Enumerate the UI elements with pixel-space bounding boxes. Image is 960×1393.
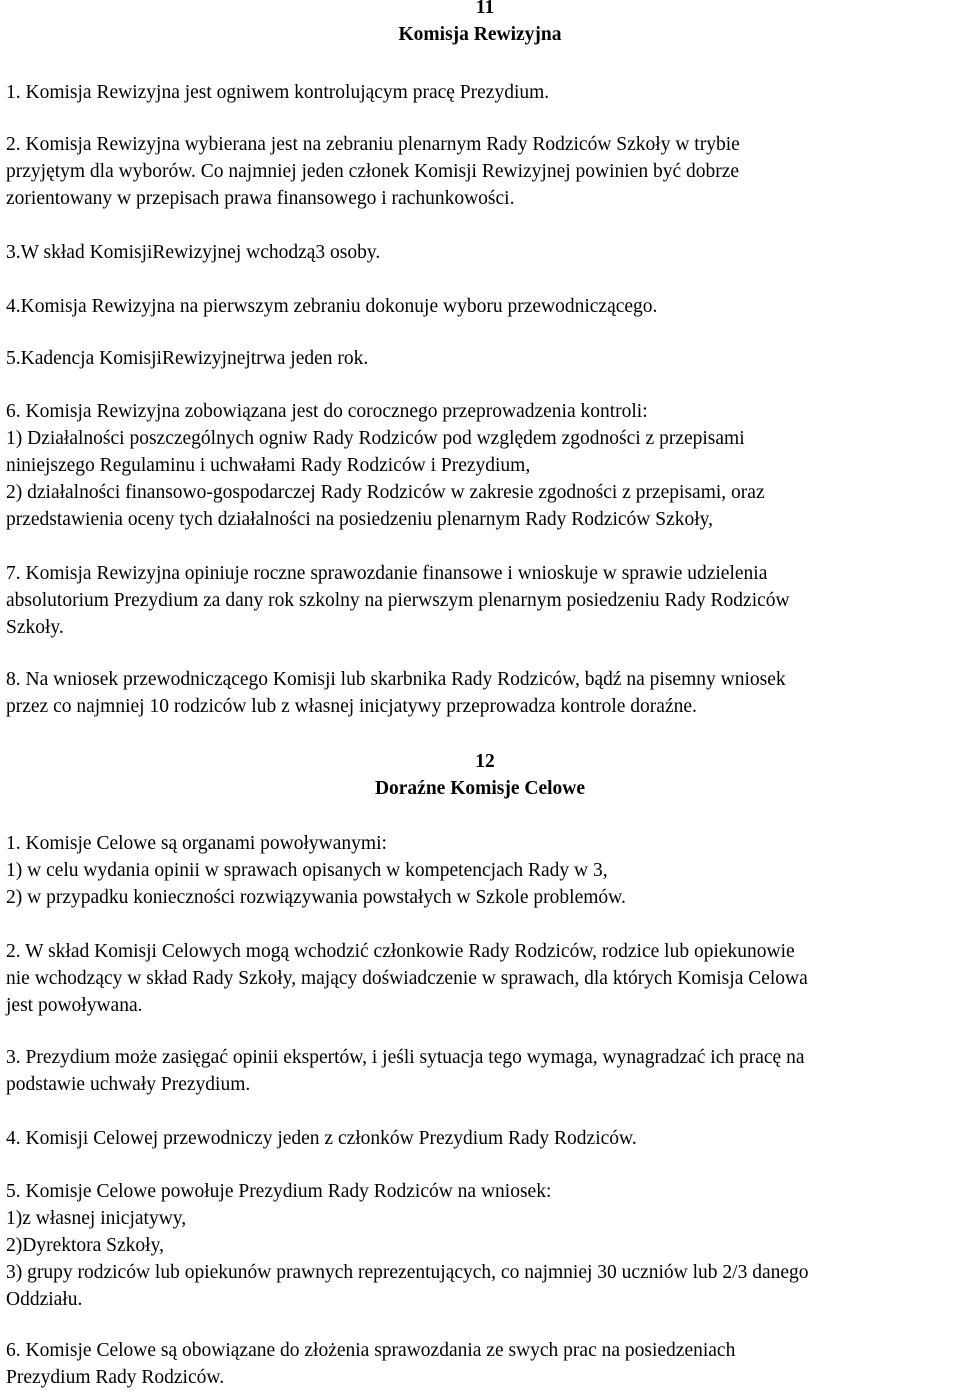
- paragraph-line: absolutorium Prezydium za dany rok szkolny na pierwszym plenarnym posiedzeniu Rady Rodziców: [6, 590, 790, 611]
- paragraph: [6, 239, 958, 266]
- paragraph-line: 3. Prezydium może zasięgać opinii ekspertów, i jeśli sytuacja tego wymaga, wynagradzać ich pracę na: [6, 1047, 805, 1068]
- section-number: 11: [475, 0, 495, 18]
- paragraph-line: 2. Komisja Rewizyjna wybierana jest na zebraniu plenarnym Rady Rodziców Szkoły w trybie: [6, 134, 740, 155]
- paragraph-line: 3.W skład KomisjiRewizyjnej wchodzą3 osoby.: [6, 242, 381, 263]
- paragraph-line: 2)Dyrektora Szkoły,: [6, 1235, 164, 1256]
- paragraph-line: 1. Komisja Rewizyjna jest ogniwem kontrolującym pracę Prezydium.: [6, 82, 550, 103]
- paragraph: [6, 666, 958, 720]
- section-heading: [0, 748, 960, 802]
- paragraph: [6, 345, 958, 372]
- paragraph-line: 2) w przypadku konieczności rozwiązywania powstałych w Szkole problemów.: [6, 887, 626, 908]
- section-title: Komisja Rewizyjna: [398, 24, 562, 45]
- paragraph-line: 1)z własnej inicjatywy,: [6, 1208, 187, 1229]
- paragraph-line: 6. Komisje Celowe są obowiązane do złożenia sprawozdania ze swych prac na posiedzeniach: [6, 1340, 736, 1361]
- paragraph: [6, 1044, 958, 1098]
- paragraph-line: nie wchodzący w skład Rady Szkoły, mający doświadczenie w sprawach, dla których Komisja Celowa: [6, 968, 808, 989]
- paragraph: [6, 560, 958, 641]
- paragraph-line: 8. Na wniosek przewodniczącego Komisji lub skarbnika Rady Rodziców, bądź na pisemny wniosek: [6, 669, 786, 690]
- paragraph-line: 3) grupy rodziców lub opiekunów prawnych reprezentujących, co najmniej 30 uczniów lub 2/3 danego: [6, 1262, 809, 1283]
- paragraph: [6, 293, 958, 320]
- paragraph: [6, 79, 958, 106]
- paragraph-line: przedstawienia oceny tych działalności na posiedzeniu plenarnym Rady Rodziców Szkoły,: [6, 509, 714, 530]
- paragraph-line: podstawie uchwały Prezydium.: [6, 1074, 251, 1095]
- paragraph: [6, 1178, 958, 1313]
- section-number: 12: [475, 751, 495, 772]
- paragraph: [6, 830, 958, 911]
- paragraph-line: niniejszego Regulaminu i uchwałami Rady Rodziców i Prezydium,: [6, 455, 531, 476]
- paragraph-line: 1. Komisje Celowe są organami powoływanymi:: [6, 833, 387, 854]
- paragraph-line: 4.Komisja Rewizyjna na pierwszym zebraniu dokonuje wyboru przewodniczącego.: [6, 296, 658, 317]
- paragraph-line: Oddziału.: [6, 1289, 83, 1310]
- paragraph: [6, 1125, 958, 1152]
- section-heading: [0, 0, 960, 48]
- paragraph: [6, 131, 958, 212]
- paragraph: [6, 398, 958, 533]
- paragraph-line: Prezydium Rady Rodziców.: [6, 1367, 225, 1388]
- paragraph-line: 4. Komisji Celowej przewodniczy jeden z członków Prezydium Rady Rodziców.: [6, 1128, 637, 1149]
- paragraph-line: 5. Komisje Celowe powołuje Prezydium Rady Rodziców na wniosek:: [6, 1181, 552, 1202]
- paragraph-line: jest powoływana.: [6, 995, 143, 1016]
- section-title: Doraźne Komisje Celowe: [374, 778, 586, 799]
- paragraph: [6, 1337, 958, 1391]
- paragraph-line: 1) Działalności poszczególnych ogniw Rady Rodziców pod względem zgodności z przepisami: [6, 428, 745, 449]
- paragraph-line: 5.Kadencja KomisjiRewizyjnejtrwa jeden rok.: [6, 348, 369, 369]
- paragraph-line: przyjętym dla wyborów. Co najmniej jeden członek Komisji Rewizyjnej powinien być dobrze: [6, 161, 740, 182]
- paragraph-line: 2. W skład Komisji Celowych mogą wchodzić członkowie Rady Rodziców, rodzice lub opiekunowie: [6, 941, 795, 962]
- paragraph: [6, 938, 958, 1019]
- paragraph-line: 7. Komisja Rewizyjna opiniuje roczne sprawozdanie finansowe i wnioskuje w sprawie udzielenia: [6, 563, 768, 584]
- paragraph-line: 2) działalności finansowo-gospodarczej Rady Rodziców w zakresie zgodności z przepisami, oraz: [6, 482, 765, 503]
- paragraph-line: przez co najmniej 10 rodziców lub z własnej inicjatywy przeprowadza kontrole doraźne.: [6, 696, 697, 717]
- paragraph-line: zorientowany w przepisach prawa finansowego i rachunkowości.: [6, 188, 515, 209]
- paragraph-line: 1) w celu wydania opinii w sprawach opisanych w kompetencjach Rady w 3,: [6, 860, 608, 881]
- paragraph-line: Szkoły.: [6, 617, 64, 638]
- paragraph-line: 6. Komisja Rewizyjna zobowiązana jest do corocznego przeprowadzenia kontroli:: [6, 401, 648, 422]
